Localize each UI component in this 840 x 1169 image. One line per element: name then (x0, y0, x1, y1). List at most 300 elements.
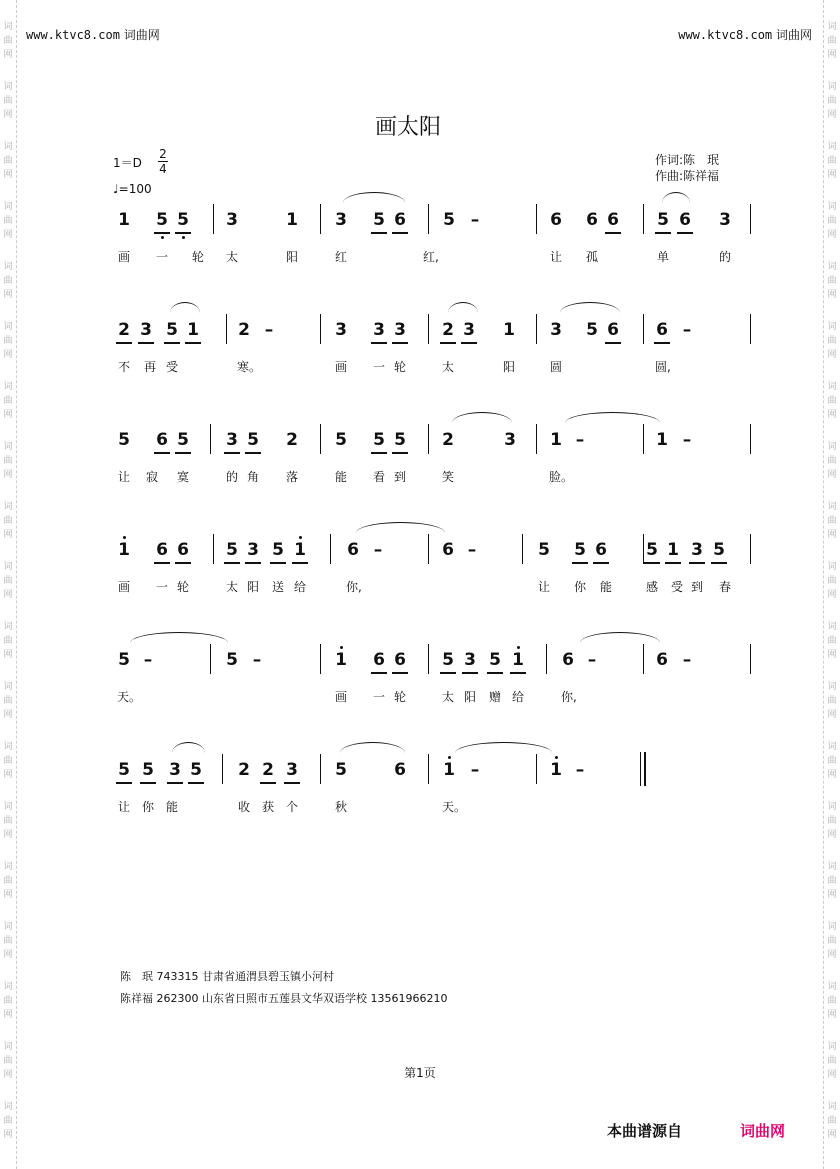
note-digit: 3 (226, 430, 238, 450)
note (680, 320, 694, 340)
barline (330, 534, 331, 564)
lyric-syllable: 寞 (176, 470, 189, 484)
barline (320, 204, 321, 234)
note-digit: 5 (586, 320, 598, 340)
watermark-glyph: 网 (827, 50, 837, 60)
barline (320, 754, 321, 784)
note-digit: 3 (169, 760, 181, 780)
watermark-glyph: 曲 (827, 1056, 837, 1066)
note-digit: 5 (156, 210, 168, 230)
note-digit: 5 (646, 540, 658, 560)
slur (565, 412, 660, 423)
note (585, 320, 599, 340)
watermark-glyph: 曲 (3, 876, 13, 886)
notes-line (0, 206, 840, 246)
barline (536, 204, 537, 234)
note (678, 210, 692, 230)
lyric-syllable: 单 (656, 250, 669, 264)
watermark-glyph: 词 (3, 262, 13, 272)
site-name: 词曲网 (123, 28, 160, 42)
watermark-glyph: 词 (3, 922, 13, 932)
lyric-syllable: 不 (117, 360, 130, 374)
note-digit: 5 (190, 760, 202, 780)
slur (580, 632, 660, 643)
note (141, 650, 155, 670)
note-digit: – (575, 760, 585, 780)
watermark-glyph: 词 (3, 622, 13, 632)
meter-bottom: 4 (159, 162, 167, 176)
notes-line (0, 426, 840, 466)
watermark-glyph: 曲 (3, 816, 13, 826)
note-digit: – (252, 650, 262, 670)
note-digit: 1 (335, 650, 347, 670)
barline (428, 424, 429, 454)
note (371, 540, 385, 560)
note (666, 540, 680, 560)
lyric-syllable: 天。 (117, 690, 142, 704)
watermark-glyph: 曲 (3, 1116, 13, 1126)
slur (343, 192, 405, 203)
watermark-glyph: 网 (3, 350, 13, 360)
watermark-glyph: 词 (3, 862, 13, 872)
note (465, 540, 479, 560)
watermark-glyph: 词 (3, 802, 13, 812)
watermark-glyph: 曲 (827, 516, 837, 526)
watermark-glyph: 曲 (827, 816, 837, 826)
watermark-glyph: 网 (3, 50, 13, 60)
note-digit: 6 (607, 210, 619, 230)
barline (428, 314, 429, 344)
note (441, 540, 455, 560)
note (549, 430, 563, 450)
octave-dot-above (448, 756, 451, 759)
note-digit: 6 (442, 540, 454, 560)
note-digit: – (575, 430, 585, 450)
slur (170, 302, 200, 313)
note-digit: 5 (574, 540, 586, 560)
lyric-syllable: 受 (670, 580, 683, 594)
watermark-glyph: 曲 (827, 876, 837, 886)
watermark-glyph: 词 (3, 22, 13, 32)
octave-dot-below (161, 236, 164, 239)
note-digit: 5 (226, 540, 238, 560)
note (225, 650, 239, 670)
note (393, 430, 407, 450)
watermark-glyph: 词 (827, 682, 837, 692)
site-url[interactable]: www.ktvc8.com (26, 28, 120, 42)
note-digit: – (470, 760, 480, 780)
watermark-glyph: 网 (3, 170, 13, 180)
lyric-syllable: 感 (645, 580, 658, 594)
notes-line (0, 536, 840, 576)
note-digit: 1 (118, 540, 130, 560)
note (237, 320, 251, 340)
note-digit: 6 (595, 540, 607, 560)
note (262, 320, 276, 340)
lyric-syllable: 你, (346, 580, 362, 594)
lyric-syllable: 受 (165, 360, 178, 374)
barline (213, 534, 214, 564)
note (246, 430, 260, 450)
note (712, 540, 726, 560)
watermark-glyph: 词 (3, 502, 13, 512)
watermark-glyph: 网 (827, 770, 837, 780)
watermark-glyph: 曲 (827, 96, 837, 106)
lyric-syllable: 红, (423, 250, 439, 264)
note (117, 320, 131, 340)
slur (340, 742, 405, 753)
watermark-glyph: 词 (827, 862, 837, 872)
lyric-syllable: 阳 (285, 250, 298, 264)
time-signature (158, 147, 168, 176)
note (261, 760, 275, 780)
note (346, 540, 360, 560)
note (117, 650, 131, 670)
note (468, 210, 482, 230)
lyric-syllable: 你 (141, 800, 154, 814)
watermark-glyph: 网 (827, 1010, 837, 1020)
watermark-glyph: 曲 (3, 756, 13, 766)
watermark-glyph: 曲 (827, 756, 837, 766)
note-digit: 5 (177, 430, 189, 450)
watermark-glyph: 网 (3, 1070, 13, 1080)
barline (750, 644, 751, 674)
note (573, 430, 587, 450)
lyrics-line (0, 248, 840, 268)
watermark-glyph: 网 (3, 470, 13, 480)
lyric-syllable: 给 (293, 580, 306, 594)
note (561, 650, 575, 670)
watermark-glyph: 曲 (827, 636, 837, 646)
watermark-glyph: 词 (827, 922, 837, 932)
watermark-glyph: 曲 (3, 216, 13, 226)
note (442, 760, 456, 780)
barline (750, 314, 751, 344)
note-digit: 6 (156, 430, 168, 450)
notes-line (0, 316, 840, 356)
note-digit: 5 (272, 540, 284, 560)
watermark-glyph: 曲 (3, 96, 13, 106)
note-digit: 5 (335, 430, 347, 450)
watermark-glyph: 曲 (3, 576, 13, 586)
lyric-syllable: 阳 (246, 580, 259, 594)
lyric-syllable: 阳 (502, 360, 515, 374)
note-digit: 2 (238, 320, 250, 340)
note-digit: 6 (550, 210, 562, 230)
note (645, 540, 659, 560)
watermark-glyph: 词 (827, 802, 837, 812)
watermark-glyph: 网 (827, 230, 837, 240)
barline (522, 534, 523, 564)
note-digit: 6 (607, 320, 619, 340)
watermark-glyph: 词 (827, 82, 837, 92)
note-digit: 6 (394, 760, 406, 780)
source-label: 本曲谱源自 (607, 1122, 683, 1140)
note (155, 210, 169, 230)
note (176, 430, 190, 450)
song-title: 画太阳 (374, 115, 441, 140)
note-digit: – (587, 650, 597, 670)
lyric-syllable: 的 (718, 250, 731, 264)
note-digit: 6 (347, 540, 359, 560)
note-digit: – (467, 540, 477, 560)
watermark-glyph: 网 (827, 890, 837, 900)
barline (320, 314, 321, 344)
lyric-syllable: 脸。 (549, 470, 574, 484)
note-digit: 5 (142, 760, 154, 780)
lyric-syllable: 让 (537, 580, 550, 594)
watermark-glyph: 网 (3, 230, 13, 240)
note-digit: 5 (118, 650, 130, 670)
note (285, 760, 299, 780)
note (488, 650, 502, 670)
watermark-glyph: 曲 (827, 1116, 837, 1126)
watermark-glyph: 曲 (3, 396, 13, 406)
note (117, 540, 131, 560)
note-digit: – (682, 320, 692, 340)
note-digit: 3 (464, 650, 476, 670)
watermark-glyph: 网 (827, 1070, 837, 1080)
note (155, 430, 169, 450)
watermark-glyph: 词 (3, 142, 13, 152)
lyric-syllable: 秋 (334, 800, 347, 814)
note-digit: – (682, 650, 692, 670)
note (573, 760, 587, 780)
meter-top: 2 (159, 147, 167, 161)
note-digit: 3 (226, 210, 238, 230)
watermark-glyph: 词 (827, 502, 837, 512)
note-digit: 1 (550, 430, 562, 450)
lyric-syllable: 阳 (463, 690, 476, 704)
note (655, 320, 669, 340)
lyric-syllable: 再 (143, 360, 156, 374)
watermark-glyph: 网 (3, 410, 13, 420)
lyrics-line (0, 578, 840, 598)
note-digit: – (682, 430, 692, 450)
note (186, 320, 200, 340)
lyric-syllable: 寒。 (237, 360, 262, 374)
watermark-glyph: 网 (827, 290, 837, 300)
note-digit: 6 (656, 650, 668, 670)
credits (655, 152, 719, 184)
lyric-syllable: 到 (393, 470, 406, 484)
lyric-syllable: 能 (165, 800, 178, 814)
watermark-glyph: 曲 (827, 996, 837, 1006)
watermark-glyph: 词 (3, 202, 13, 212)
lyric-syllable: 一 (372, 690, 385, 704)
barline (536, 754, 537, 784)
watermark-glyph: 网 (827, 110, 837, 120)
note (393, 210, 407, 230)
watermark-glyph: 词 (827, 22, 837, 32)
lyrics-line (0, 688, 840, 708)
note-digit: 6 (177, 540, 189, 560)
watermark-glyph: 网 (827, 410, 837, 420)
note-digit: 3 (504, 430, 516, 450)
watermark-glyph: 曲 (3, 1056, 13, 1066)
watermark-glyph: 词 (3, 1042, 13, 1052)
note-digit: 2 (262, 760, 274, 780)
watermark-glyph: 曲 (3, 516, 13, 526)
lyric-syllable: 太 (225, 250, 238, 264)
note-digit: 3 (691, 540, 703, 560)
lyric-syllable: 的 (225, 470, 238, 484)
watermark-glyph: 网 (827, 710, 837, 720)
watermark-glyph: 曲 (827, 936, 837, 946)
note (271, 540, 285, 560)
contact-line: 陈 珉 743315 甘肃省通渭县碧玉镇小河村 (120, 970, 334, 983)
barline (643, 644, 644, 674)
lyric-syllable: 太 (225, 580, 238, 594)
note (168, 760, 182, 780)
note (680, 430, 694, 450)
note (372, 430, 386, 450)
note-digit: 6 (562, 650, 574, 670)
watermark-glyph: 曲 (3, 36, 13, 46)
note (503, 430, 517, 450)
lyric-syllable: 给 (511, 690, 524, 704)
note (690, 540, 704, 560)
barline (320, 644, 321, 674)
note (250, 650, 264, 670)
note (549, 210, 563, 230)
lyric-syllable: 画 (117, 580, 130, 594)
final-barline-thick (644, 752, 646, 786)
note (606, 320, 620, 340)
watermark-glyph: 词 (3, 1102, 13, 1112)
barline (210, 424, 211, 454)
watermark-glyph: 网 (827, 650, 837, 660)
watermark-glyph: 网 (827, 470, 837, 480)
note-digit: – (373, 540, 383, 560)
barline (213, 204, 214, 234)
octave-dot-below (182, 236, 185, 239)
note (468, 760, 482, 780)
lyric-syllable: 画 (117, 250, 130, 264)
note (441, 320, 455, 340)
note-digit: 3 (286, 760, 298, 780)
note (165, 320, 179, 340)
site-url[interactable]: www.ktvc8.com (678, 28, 773, 42)
note-digit: 1 (550, 760, 562, 780)
watermark-glyph: 词 (827, 442, 837, 452)
lyric-syllable: 画 (334, 360, 347, 374)
lyric-syllable: 送 (271, 580, 284, 594)
note (225, 540, 239, 560)
note-digit: 1 (656, 430, 668, 450)
slur (662, 192, 690, 203)
note (372, 210, 386, 230)
note-digit: – (264, 320, 274, 340)
note (549, 320, 563, 340)
source-site[interactable]: 词曲网 (740, 1122, 786, 1140)
note (117, 430, 131, 450)
note-digit: 5 (657, 210, 669, 230)
note (655, 430, 669, 450)
note-digit: 5 (443, 210, 455, 230)
barline (643, 204, 644, 234)
note (680, 650, 694, 670)
barline (428, 534, 429, 564)
note (393, 320, 407, 340)
watermark-glyph: 词 (3, 982, 13, 992)
note (293, 540, 307, 560)
lyrics-line (0, 798, 840, 818)
note-digit: 5 (177, 210, 189, 230)
watermark-glyph: 网 (827, 350, 837, 360)
site-name: 词曲网 (775, 28, 812, 42)
octave-dot-above (123, 536, 126, 539)
note (441, 430, 455, 450)
note (246, 540, 260, 560)
watermark-glyph: 曲 (3, 276, 13, 286)
slur (455, 742, 552, 753)
note-digit: 5 (247, 430, 259, 450)
contact-info (120, 966, 447, 1010)
note (334, 320, 348, 340)
barline (536, 424, 537, 454)
lyric-syllable: 你 (573, 580, 586, 594)
note (655, 650, 669, 670)
barline (643, 534, 644, 564)
tempo-marking (113, 182, 152, 196)
note-digit: 6 (156, 540, 168, 560)
barline (222, 754, 223, 784)
header-right (678, 26, 812, 43)
note (502, 320, 516, 340)
note-digit: 1 (187, 320, 199, 340)
note (441, 650, 455, 670)
note-digit: 3 (373, 320, 385, 340)
note (549, 760, 563, 780)
lyric-syllable: 轮 (176, 580, 189, 594)
note (442, 210, 456, 230)
note-digit: 3 (140, 320, 152, 340)
lyric-syllable: 轮 (191, 250, 204, 264)
watermark-glyph: 词 (3, 562, 13, 572)
octave-dot-above (299, 536, 302, 539)
note-digit: 3 (335, 320, 347, 340)
lyric-syllable: 到 (690, 580, 703, 594)
slur (172, 742, 205, 753)
note-digit: 5 (118, 760, 130, 780)
lyrics-line (0, 468, 840, 488)
lyric-syllable: 赠 (488, 690, 501, 704)
note-digit: 5 (335, 760, 347, 780)
lyric-syllable: 孤 (585, 250, 598, 264)
note-digit: 3 (463, 320, 475, 340)
note-digit: – (143, 650, 153, 670)
lyric-syllable: 落 (285, 470, 298, 484)
watermark-glyph: 曲 (3, 456, 13, 466)
lyric-syllable: 你, (561, 690, 577, 704)
lyric-syllable: 天。 (442, 800, 467, 814)
watermark-glyph: 网 (3, 110, 13, 120)
note-digit: 1 (512, 650, 524, 670)
watermark-glyph: 词 (827, 742, 837, 752)
watermark-glyph: 曲 (827, 216, 837, 226)
note (189, 760, 203, 780)
tempo-value: =100 (118, 182, 152, 196)
watermark-glyph: 网 (3, 290, 13, 300)
lyric-syllable: 太 (441, 690, 454, 704)
note (573, 540, 587, 560)
note-digit: 5 (538, 540, 550, 560)
note-digit: 5 (373, 210, 385, 230)
lyric-syllable: 圆 (549, 360, 562, 374)
note-digit: 2 (118, 320, 130, 340)
note-digit: 3 (550, 320, 562, 340)
